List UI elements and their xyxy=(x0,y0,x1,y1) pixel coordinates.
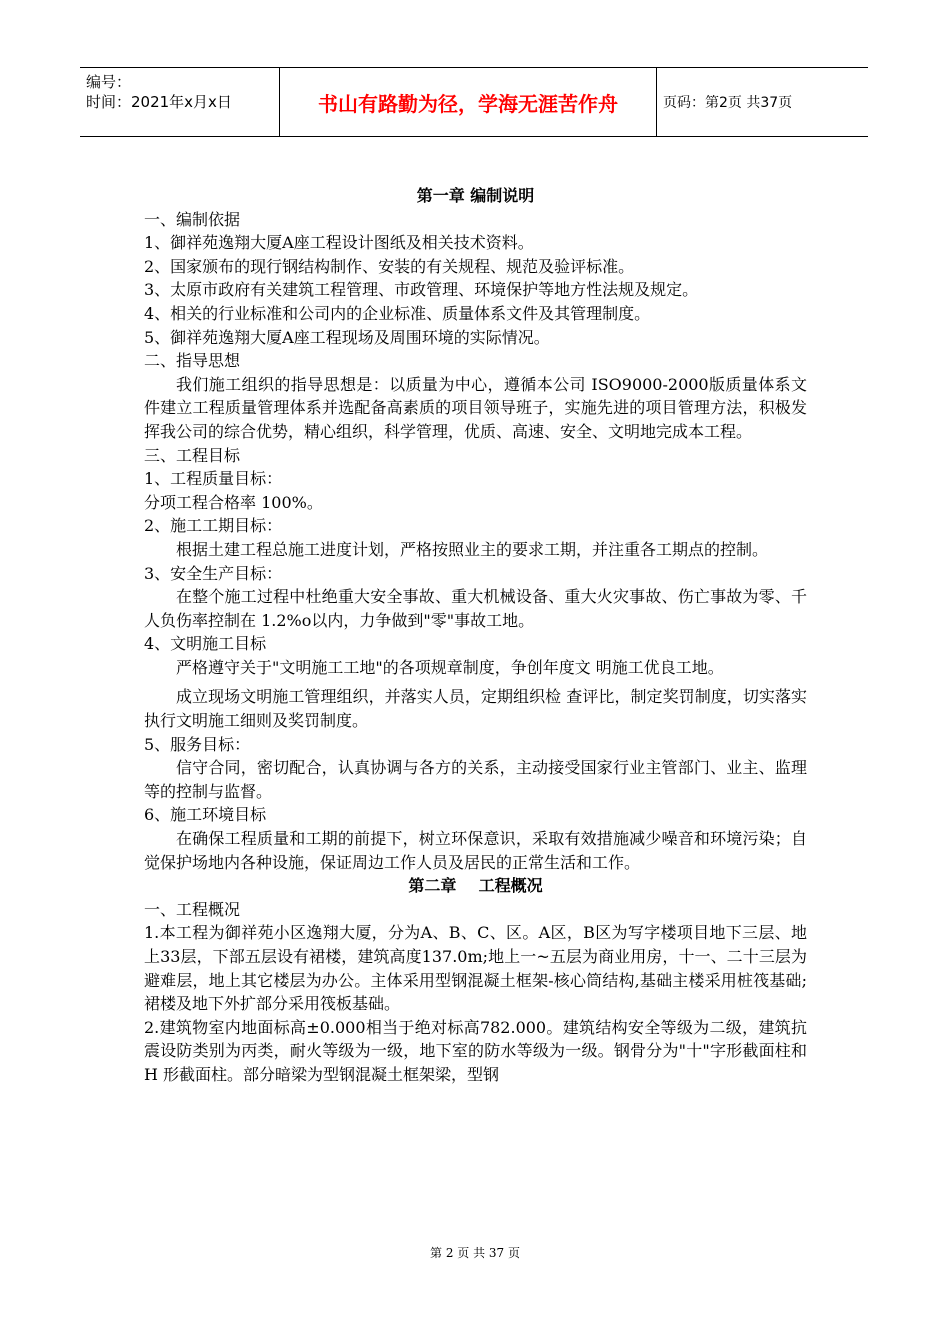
list-item: 4、相关的行业标准和公司内的企业标准、质量体系文件及其管理制度。 xyxy=(144,303,651,323)
document-body xyxy=(144,184,807,1087)
chapter-title: 第二章 工程概况 xyxy=(408,876,543,896)
paragraph: 成立现场文明施工管理组织，并落实人员，定期组织检 查评比，制定奖罚制度，切实落实执行文明施工细则及奖罚制度。 xyxy=(144,687,807,731)
list-item: 3、太原市政府有关建筑工程管理、市政管理、环境保护等地方性法规及规定。 xyxy=(144,280,699,300)
subheading: 5、服务目标： xyxy=(144,734,251,754)
paragraph: 信守合同，密切配合，认真协调与各方的关系，主动接受国家行业主管部门、业主、监理等的控制与监督。 xyxy=(144,758,807,801)
section-heading: 三、工程目标 xyxy=(144,445,241,465)
paragraph: 严格遵守关于"文明施工工地"的各项规章制度，争创年度文 明施工优良工地。 xyxy=(176,657,724,677)
list-item: 5、御祥苑逸翔大厦A座工程现场及周围环境的实际情况。 xyxy=(144,327,550,347)
list-item: 1、御祥苑逸翔大厦A座工程设计图纸及相关技术资料。 xyxy=(144,233,534,253)
paragraph: 2.建筑物室内地面标高±0.000相当于绝对标高782.000。建筑结构安全等级为二级，建筑抗震设防类别为丙类，耐火等级为一级，地下室的防水等级为一级。钢骨分为"十"字形截面柱和 H 形截面柱。部分暗梁为型钢混凝土框架梁，型钢 xyxy=(144,1017,807,1084)
header-number: 编号： xyxy=(86,73,132,91)
subheading: 2、施工工期目标： xyxy=(144,516,283,536)
header-page-number: 页码：第2页 共37页 xyxy=(663,95,793,111)
header-meta xyxy=(80,68,280,136)
paragraph: 1.本工程为御祥苑小区逸翔大厦，分为A、B、C、区。A区，B区为写字楼项目地下三层、地上33层，下部五层设有裙楼，建筑高度137.0m;地上一~五层为商业用房，十一、二十三层为避难层，地上其它楼层为办公。主体采用型钢混凝土框架-核心筒结构,基础主楼采用桩筏基础;裙楼及地下外扩部分采用筏板基础。 xyxy=(144,923,807,1014)
header-date: 时间：2021年x月x日 xyxy=(86,93,232,111)
paragraph: 在确保工程质量和工期的前提下，树立环保意识，采取有效措施减少噪音和环境污染；自觉保护场地内各种设施，保证周边工作人员及居民的正常生活和工作。 xyxy=(144,829,807,872)
section-heading: 一、编制依据 xyxy=(144,209,241,229)
subheading: 6、施工环境目标 xyxy=(144,805,267,825)
subheading: 3、安全生产目标： xyxy=(144,563,283,583)
page-header xyxy=(80,67,868,137)
header-motto: 书山有路勤为径，学海无涯苦作舟 xyxy=(280,68,657,136)
list-item: 2、国家颁布的现行钢结构制作、安装的有关规程、规范及验评标准。 xyxy=(144,256,635,276)
subheading: 1、工程质量目标： xyxy=(144,469,283,489)
chapter-title: 第一章 编制说明 xyxy=(416,186,535,205)
section-heading: 二、指导思想 xyxy=(144,351,241,371)
paragraph: 我们施工组织的指导思想是：以质量为中心，遵循本公司 ISO9000-2000版质量体系文件建立工程质量管理体系并选配备高素质的项目领导班子，实施先进的项目管理方法，积极发挥我公司的综合优势，精心组织，科学管理，优质、高速、安全、文明地完成本工程。 xyxy=(144,374,807,441)
page-footer: 第 2 页 共 37 页 xyxy=(430,1246,520,1260)
paragraph: 在整个施工过程中杜绝重大安全事故、重大机械设备、重大火灾事故、伤亡事故为零、千人负伤率控制在 1.2%o以内，力争做到"零"事故工地。 xyxy=(144,587,807,630)
subheading: 4、文明施工目标 xyxy=(144,634,267,654)
paragraph: 分项工程合格率 100%。 xyxy=(144,492,323,512)
section-heading: 一、工程概况 xyxy=(144,899,241,919)
paragraph: 根据土建工程总施工进度计划，严格按照业主的要求工期，并注重各工期点的控制。 xyxy=(176,539,769,559)
